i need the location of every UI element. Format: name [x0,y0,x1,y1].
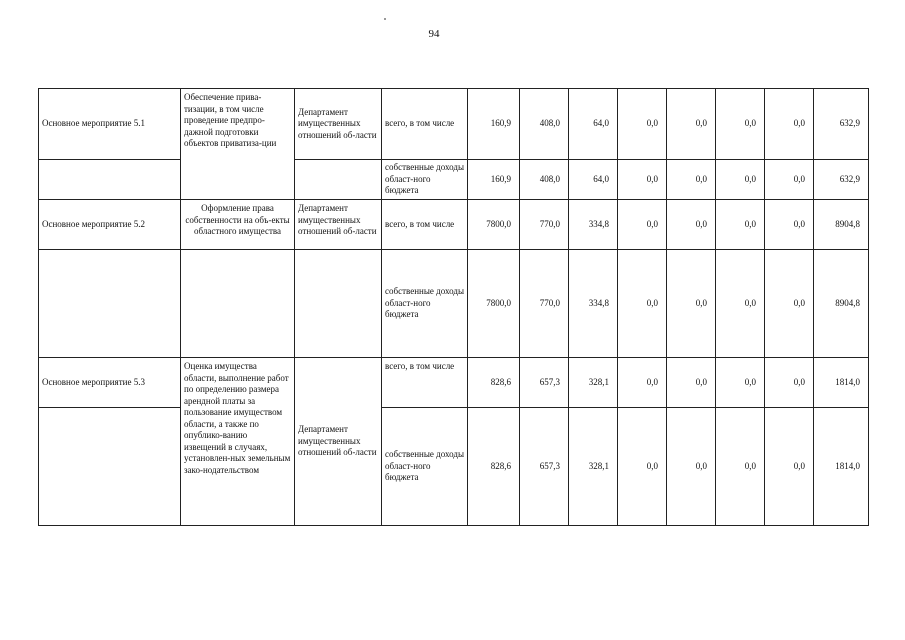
value-cell: 1814,0 [814,358,869,408]
table-row [39,200,869,250]
value-cell: 328,1 [569,358,618,408]
value-cell: 8904,8 [814,250,869,358]
value-cell: 0,0 [667,89,716,160]
funding-source: собственные доходы област-ного бюджета [382,160,468,200]
value-cell: 64,0 [569,160,618,200]
table-row [39,408,869,526]
value-cell: 1814,0 [814,408,869,526]
funding-source: собственные доходы област-ного бюджета [382,250,468,358]
value-cell: 770,0 [520,200,569,250]
value-cell: 0,0 [618,160,667,200]
value-cell: 0,0 [765,408,814,526]
value-cell: 160,9 [468,160,520,200]
value-cell: 408,0 [520,89,569,160]
table-row [39,160,869,200]
value-cell: 0,0 [716,89,765,160]
value-cell: 8904,8 [814,200,869,250]
funding-source: всего, в том числе [382,358,468,408]
value-cell: 0,0 [765,89,814,160]
value-cell: 632,9 [814,160,869,200]
empty-cell [39,160,181,200]
value-cell: 828,6 [468,408,520,526]
empty-cell [295,160,382,200]
empty-cell [295,250,382,358]
value-cell: 0,0 [618,408,667,526]
value-cell: 0,0 [618,358,667,408]
value-cell: 7800,0 [468,200,520,250]
value-cell: 657,3 [520,408,569,526]
empty-cell [39,250,181,358]
value-cell: 0,0 [765,200,814,250]
funding-table [38,88,869,526]
value-cell: 160,9 [468,89,520,160]
event-name: Основное мероприятие 5.3 [39,358,181,408]
scan-dot [384,18,386,20]
funding-source: всего, в том числе [382,200,468,250]
value-cell: 0,0 [667,200,716,250]
value-cell: 0,0 [667,160,716,200]
executor: Департамент имущественных отношений об-ласти [295,89,382,160]
empty-cell [39,408,181,526]
table-row [39,358,869,408]
value-cell: 0,0 [716,408,765,526]
value-cell: 770,0 [520,250,569,358]
value-cell: 0,0 [618,250,667,358]
funding-source: собственные доходы област-ного бюджета [382,408,468,526]
value-cell: 0,0 [716,160,765,200]
value-cell: 334,8 [569,250,618,358]
executor: Департамент имущественных отношений об-ласти [295,200,382,250]
event-description: Оформление права собственности на объ-екты областного имущества [181,200,295,250]
value-cell: 828,6 [468,358,520,408]
value-cell: 0,0 [618,200,667,250]
funding-source: всего, в том числе [382,89,468,160]
value-cell: 0,0 [667,250,716,358]
executor: Департамент имущественных отношений об-ласти [295,358,382,526]
value-cell: 0,0 [667,408,716,526]
value-cell: 0,0 [765,250,814,358]
event-description: Обеспечение прива-тизации, в том числе проведение предпро-дажной подготовки объектов приватиза-ции [181,89,295,200]
value-cell: 632,9 [814,89,869,160]
empty-cell [181,250,295,358]
value-cell: 0,0 [667,358,716,408]
value-cell: 0,0 [716,250,765,358]
event-name: Основное мероприятие 5.2 [39,200,181,250]
event-description: Оценка имущества области, выполнение работ по определению размера арендной платы за пользование имуществом области, а также по опублико-ванию извещений в случаях, установлен-ных земельным зако-нодательством [181,358,295,526]
value-cell: 657,3 [520,358,569,408]
event-name: Основное мероприятие 5.1 [39,89,181,160]
table-row [39,250,869,358]
value-cell: 0,0 [765,160,814,200]
value-cell: 0,0 [618,89,667,160]
value-cell: 408,0 [520,160,569,200]
table-row [39,89,869,160]
value-cell: 64,0 [569,89,618,160]
page-number: 94 [428,28,440,40]
value-cell: 0,0 [716,200,765,250]
value-cell: 328,1 [569,408,618,526]
value-cell: 0,0 [716,358,765,408]
value-cell: 7800,0 [468,250,520,358]
value-cell: 0,0 [765,358,814,408]
value-cell: 334,8 [569,200,618,250]
